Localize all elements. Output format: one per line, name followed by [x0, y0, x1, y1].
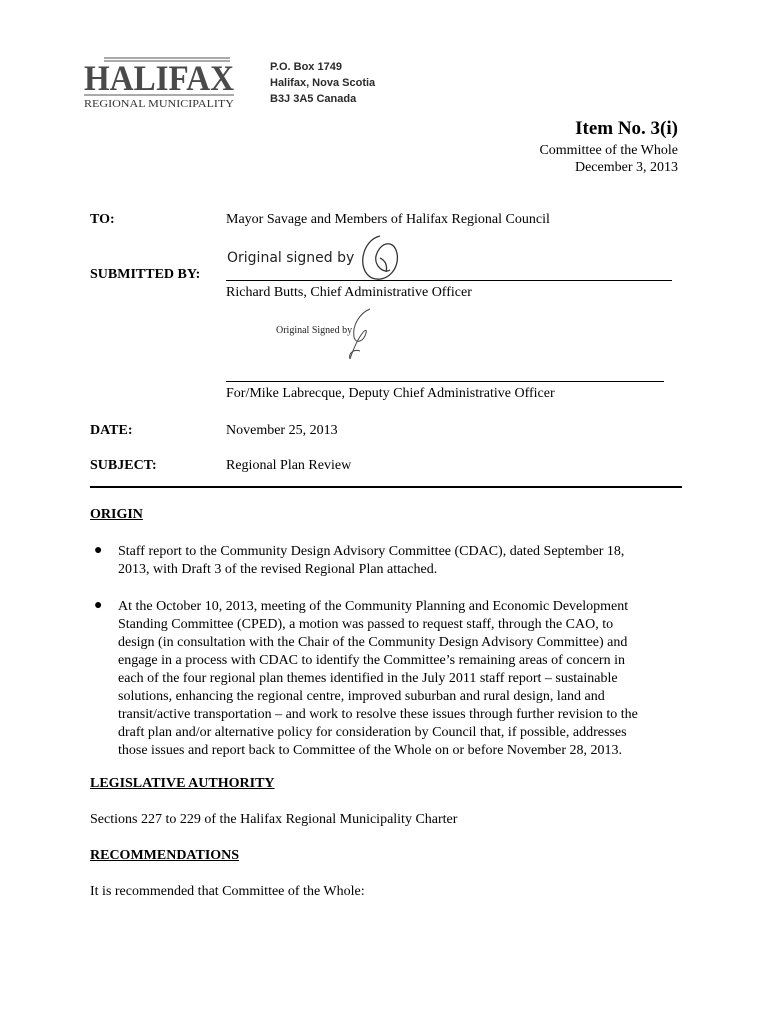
bullet-line: At the October 10, 2013, meeting of the Community Planning and Economic Development — [118, 599, 629, 614]
to-value: Mayor Savage and Members of Halifax Regional Council — [226, 212, 550, 227]
submitted-by-label: SUBMITTED BY: — [90, 267, 201, 282]
submitter-2: For/Mike Labrecque, Deputy Chief Administrative Officer — [226, 386, 555, 401]
signature-line-2 — [226, 381, 664, 382]
to-label: TO: — [90, 212, 115, 227]
subject-label: SUBJECT: — [90, 458, 157, 473]
signature-line-1 — [226, 280, 672, 281]
submitter-1: Richard Butts, Chief Administrative Officer — [226, 285, 472, 300]
svg-text:REGIONAL MUNICIPALITY: REGIONAL MUNICIPALITY — [84, 99, 235, 110]
signature-2-mark — [340, 305, 380, 365]
address-line: Halifax, Nova Scotia — [270, 77, 376, 89]
recommendations-heading: RECOMMENDATIONS — [90, 848, 240, 863]
date-label: DATE: — [90, 423, 133, 438]
bullet-line: Staff report to the Community Design Advisory Committee (CDAC), dated September 18, — [118, 544, 625, 559]
meeting-info — [539, 142, 678, 176]
header-divider — [90, 486, 682, 488]
signature-1-mark — [350, 230, 410, 285]
item-number: Item No. 3(i) — [575, 118, 678, 139]
bullet-line: those issues and report back to Committee of the Whole on or before November 28, 2013. — [118, 743, 623, 758]
legislative-heading: LEGISLATIVE AUTHORITY — [90, 776, 275, 791]
bullet-line: draft plan and/or alternative policy for consideration by Council that, if possible, addresses — [118, 725, 627, 740]
bullet-line: design (in consultation with the Chair of the Community Design Advisory Committee) and — [118, 635, 628, 650]
bullet-line: solutions, enhancing the regional centre, improved suburban and rural design, land and — [118, 689, 605, 704]
bullet-line: Standing Committee (CPED), a motion was passed to request staff, through the CAO, to — [118, 617, 614, 632]
bullet-line: engage in a process with CDAC to identify the Committee’s remaining areas of concern in — [118, 653, 625, 668]
recommendations-text: It is recommended that Committee of the Whole: — [90, 884, 365, 899]
date-value: November 25, 2013 — [226, 423, 338, 438]
meeting-date: December 3, 2013 — [574, 160, 678, 175]
logo-graphic — [82, 54, 242, 110]
bullet-line: 2013, with Draft 3 of the revised Regional Plan attached. — [118, 562, 438, 577]
bullet-line: transit/active transportation – and work to resolve these issues through further revision to the — [118, 707, 638, 722]
origin-bullet-2 — [118, 598, 680, 760]
bullet-icon: ● — [94, 598, 103, 613]
subject-value: Regional Plan Review — [226, 458, 352, 473]
mailing-address — [270, 59, 375, 107]
halifax-logo — [82, 54, 242, 110]
signature-1-text: Original signed by — [227, 250, 355, 266]
origin-bullet-1 — [118, 543, 680, 579]
origin-heading: ORIGIN — [90, 507, 143, 522]
bullet-line: each of the four regional plan themes identified in the July 2011 staff report – sustainable — [118, 671, 618, 686]
meeting-committee: Committee of the Whole — [539, 143, 678, 158]
address-line: P.O. Box 1749 — [270, 61, 342, 73]
signature-2-text: Original Signed by — [276, 325, 353, 336]
legislative-text: Sections 227 to 229 of the Halifax Regional Municipality Charter — [90, 812, 458, 827]
address-line: B3J 3A5 Canada — [270, 93, 357, 105]
bullet-icon: ● — [94, 543, 103, 558]
svg-text:HALIFAX: HALIFAX — [84, 58, 234, 98]
